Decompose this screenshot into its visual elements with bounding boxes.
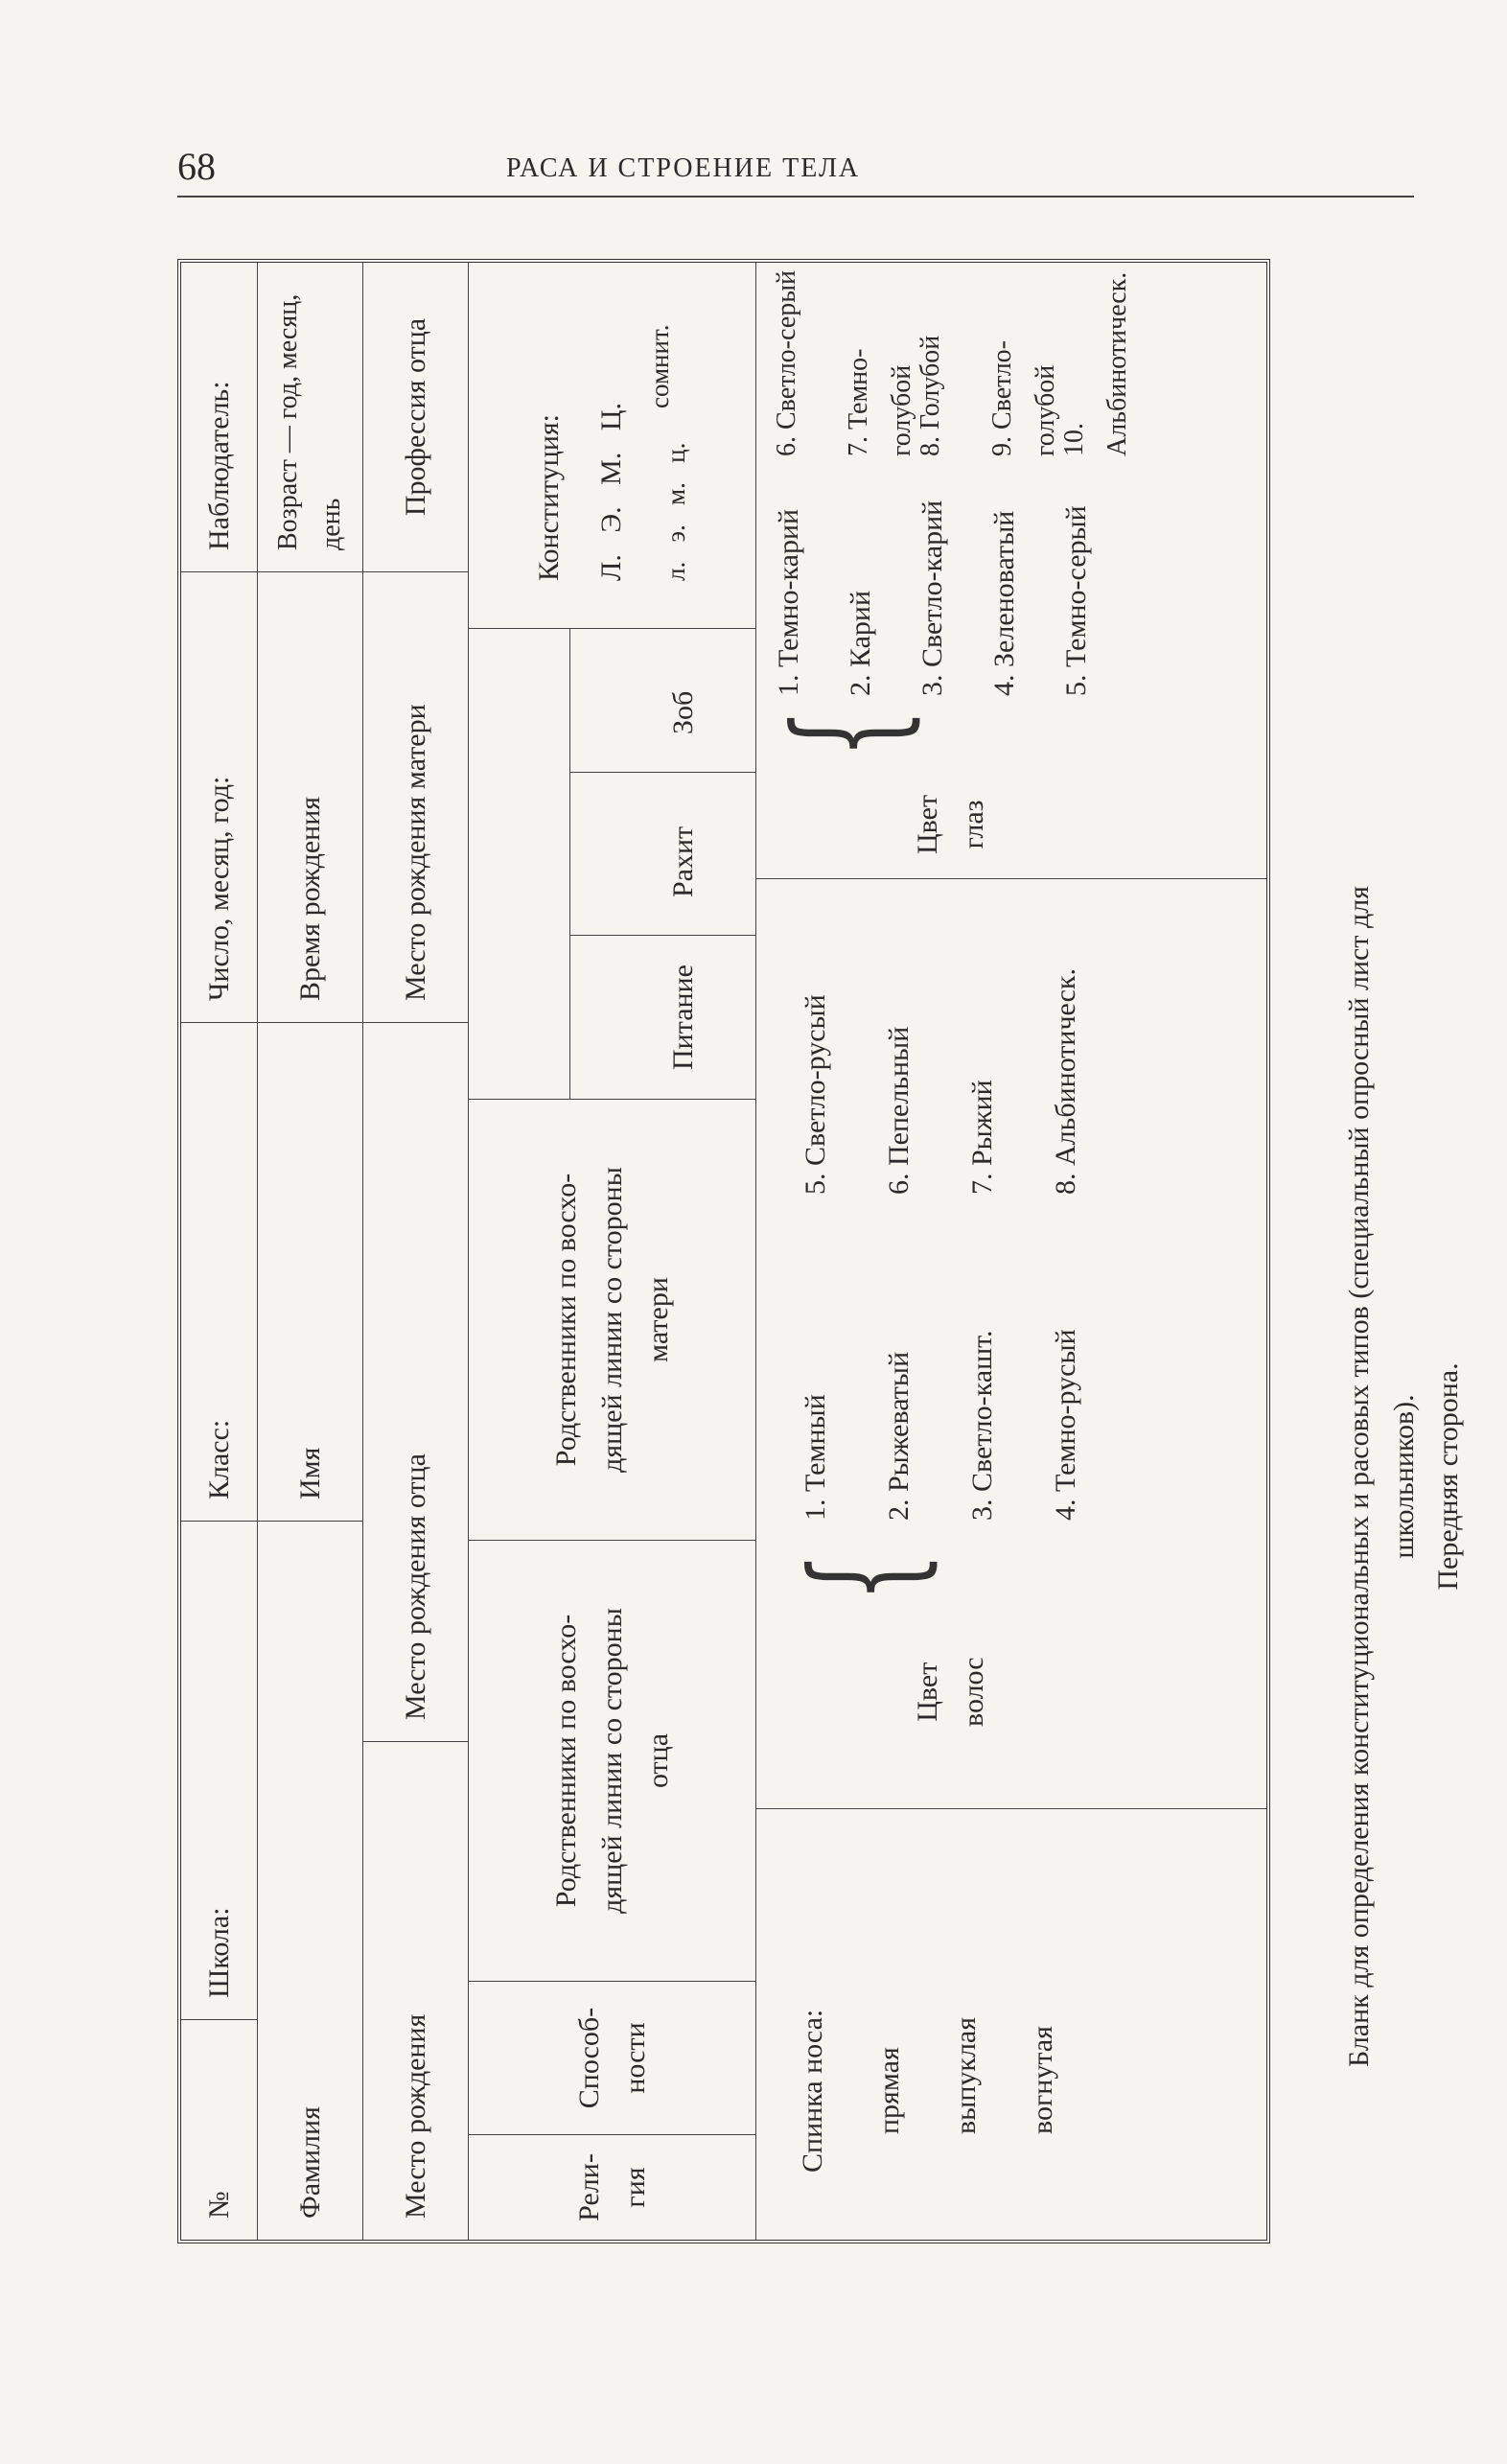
hair-label: Цвет волос [912, 1657, 989, 1727]
father-profession-label: Профессия отца [399, 317, 431, 517]
figure-caption [1337, 805, 1472, 2148]
hair-item: 3. Светло-кашт. [966, 1330, 998, 1521]
class-field [181, 1022, 257, 1521]
caption-line: Бланк для определения конституциональных и расовых типов (специальный опросный лист для школьников). [1343, 886, 1420, 2067]
constitution-lower: л. э. м. ц. [661, 442, 690, 581]
ability-field [469, 1981, 755, 2134]
divider [569, 935, 756, 936]
hair-item: 2. Рыжеватый [883, 1351, 915, 1521]
eye-item: 9. Светло-голубой [987, 340, 1060, 456]
eye-color-field [756, 263, 1266, 878]
religion-label: Рели- гия [572, 2153, 651, 2221]
ability-label: Способ- ности [572, 2007, 651, 2109]
caption-subline: Передняя сторона. [1432, 1362, 1464, 1591]
number-label: № [202, 2191, 235, 2219]
eye-item: 10. Альбинотическ. [1059, 271, 1132, 456]
date-field [181, 571, 257, 1022]
questionnaire-table [177, 259, 1270, 2243]
birthplace-field [363, 1741, 468, 2240]
age-field [258, 263, 362, 571]
surname-field [258, 1521, 362, 2240]
birth-time-field [258, 571, 362, 1022]
observer-field [181, 263, 257, 571]
hair-color-field [756, 878, 1266, 1808]
divider [569, 629, 570, 1099]
page-number: 68 [177, 145, 216, 188]
hair-item: 6. Пепельный [883, 1026, 915, 1195]
nose-straight: прямая [873, 2047, 905, 2134]
relatives-mother-label: Родственники по восхо- дящей линии со стороны матери [549, 1167, 674, 1473]
table-row-features [756, 263, 1266, 2240]
date-label: Число, месяц, год: [202, 776, 235, 1001]
table-row-heredity [469, 263, 756, 2240]
hair-item: 8. Альбинотическ. [1050, 967, 1081, 1195]
father-birthplace-label: Место рождения отца [399, 1453, 431, 1720]
nose-convex: выпуклая [950, 2016, 982, 2134]
nose-concave: вогнутая [1027, 2026, 1058, 2134]
mother-birthplace-label: Место рождения матери [399, 704, 431, 1001]
constitution-doubtful: сомнит. [645, 324, 674, 408]
first-name-label: Имя [293, 1447, 326, 1499]
divider [469, 628, 756, 629]
relatives-father-field [469, 1540, 755, 1981]
constitution-title: Конституция: [533, 413, 565, 581]
birthplace-label: Место рождения [399, 2013, 431, 2219]
mother-birthplace-field [363, 571, 468, 1022]
page-header [0, 0, 1507, 221]
header-rule [177, 196, 1414, 198]
nose-field [756, 1808, 1266, 2240]
relatives-mother-field [469, 1099, 755, 1540]
table-row-birthplace [363, 263, 469, 2240]
divider [569, 772, 756, 773]
relatives-father-label: Родственники по восхо- дящей линии со стороны отца [549, 1608, 674, 1914]
father-profession-field [363, 263, 468, 571]
first-name-field [258, 1022, 362, 1521]
hair-item: 5. Светло-русый [800, 994, 831, 1195]
eye-item: 2. Карий [845, 590, 876, 696]
nutrition-label: Питание [667, 965, 699, 1070]
religion-field [469, 2134, 755, 2240]
eye-label: Цвет глаз [912, 794, 989, 854]
running-title: РАСА И СТРОЕНИЕ ТЕЛА [506, 153, 861, 183]
school-field [181, 1521, 257, 2019]
eye-item: 5. Темно-серый [1060, 505, 1092, 696]
hair-item: 4. Темно-русый [1050, 1329, 1081, 1521]
eye-item: 4. Зеленоватый [988, 510, 1020, 696]
eye-brace: { [764, 708, 931, 758]
eye-item: 1. Темно-карий [773, 508, 804, 696]
table-row-header [181, 263, 258, 2240]
hair-item: 7. Рыжий [966, 1080, 998, 1195]
observer-label: Наблюдатель: [202, 381, 235, 550]
eye-item: 3. Светло-карий [916, 500, 948, 696]
eye-item: 7. Темно-голубой [844, 348, 916, 456]
father-birthplace-field [363, 1022, 468, 1741]
goiter-label: Зоб [667, 690, 699, 734]
class-label: Класс: [202, 1419, 235, 1499]
hair-brace: { [781, 1551, 948, 1602]
health-group [469, 263, 755, 1099]
birth-time-label: Время рождения [293, 796, 326, 1001]
eye-item: 8. Голубой [916, 335, 945, 456]
number-field [181, 2019, 257, 2240]
constitution-upper: Л. Э. М. Ц. [595, 403, 627, 581]
age-label: Возраст — год, месяц, день [272, 293, 346, 550]
hair-item: 1. Темный [800, 1394, 831, 1521]
table-row-name [258, 263, 363, 2240]
nose-title: Спинка носа: [797, 2009, 828, 2173]
rickets-label: Рахит [667, 825, 699, 897]
eye-item: 6. Светло-серый [772, 270, 801, 456]
school-label: Школа: [202, 1907, 235, 1998]
surname-label: Фамилия [293, 2106, 326, 2219]
